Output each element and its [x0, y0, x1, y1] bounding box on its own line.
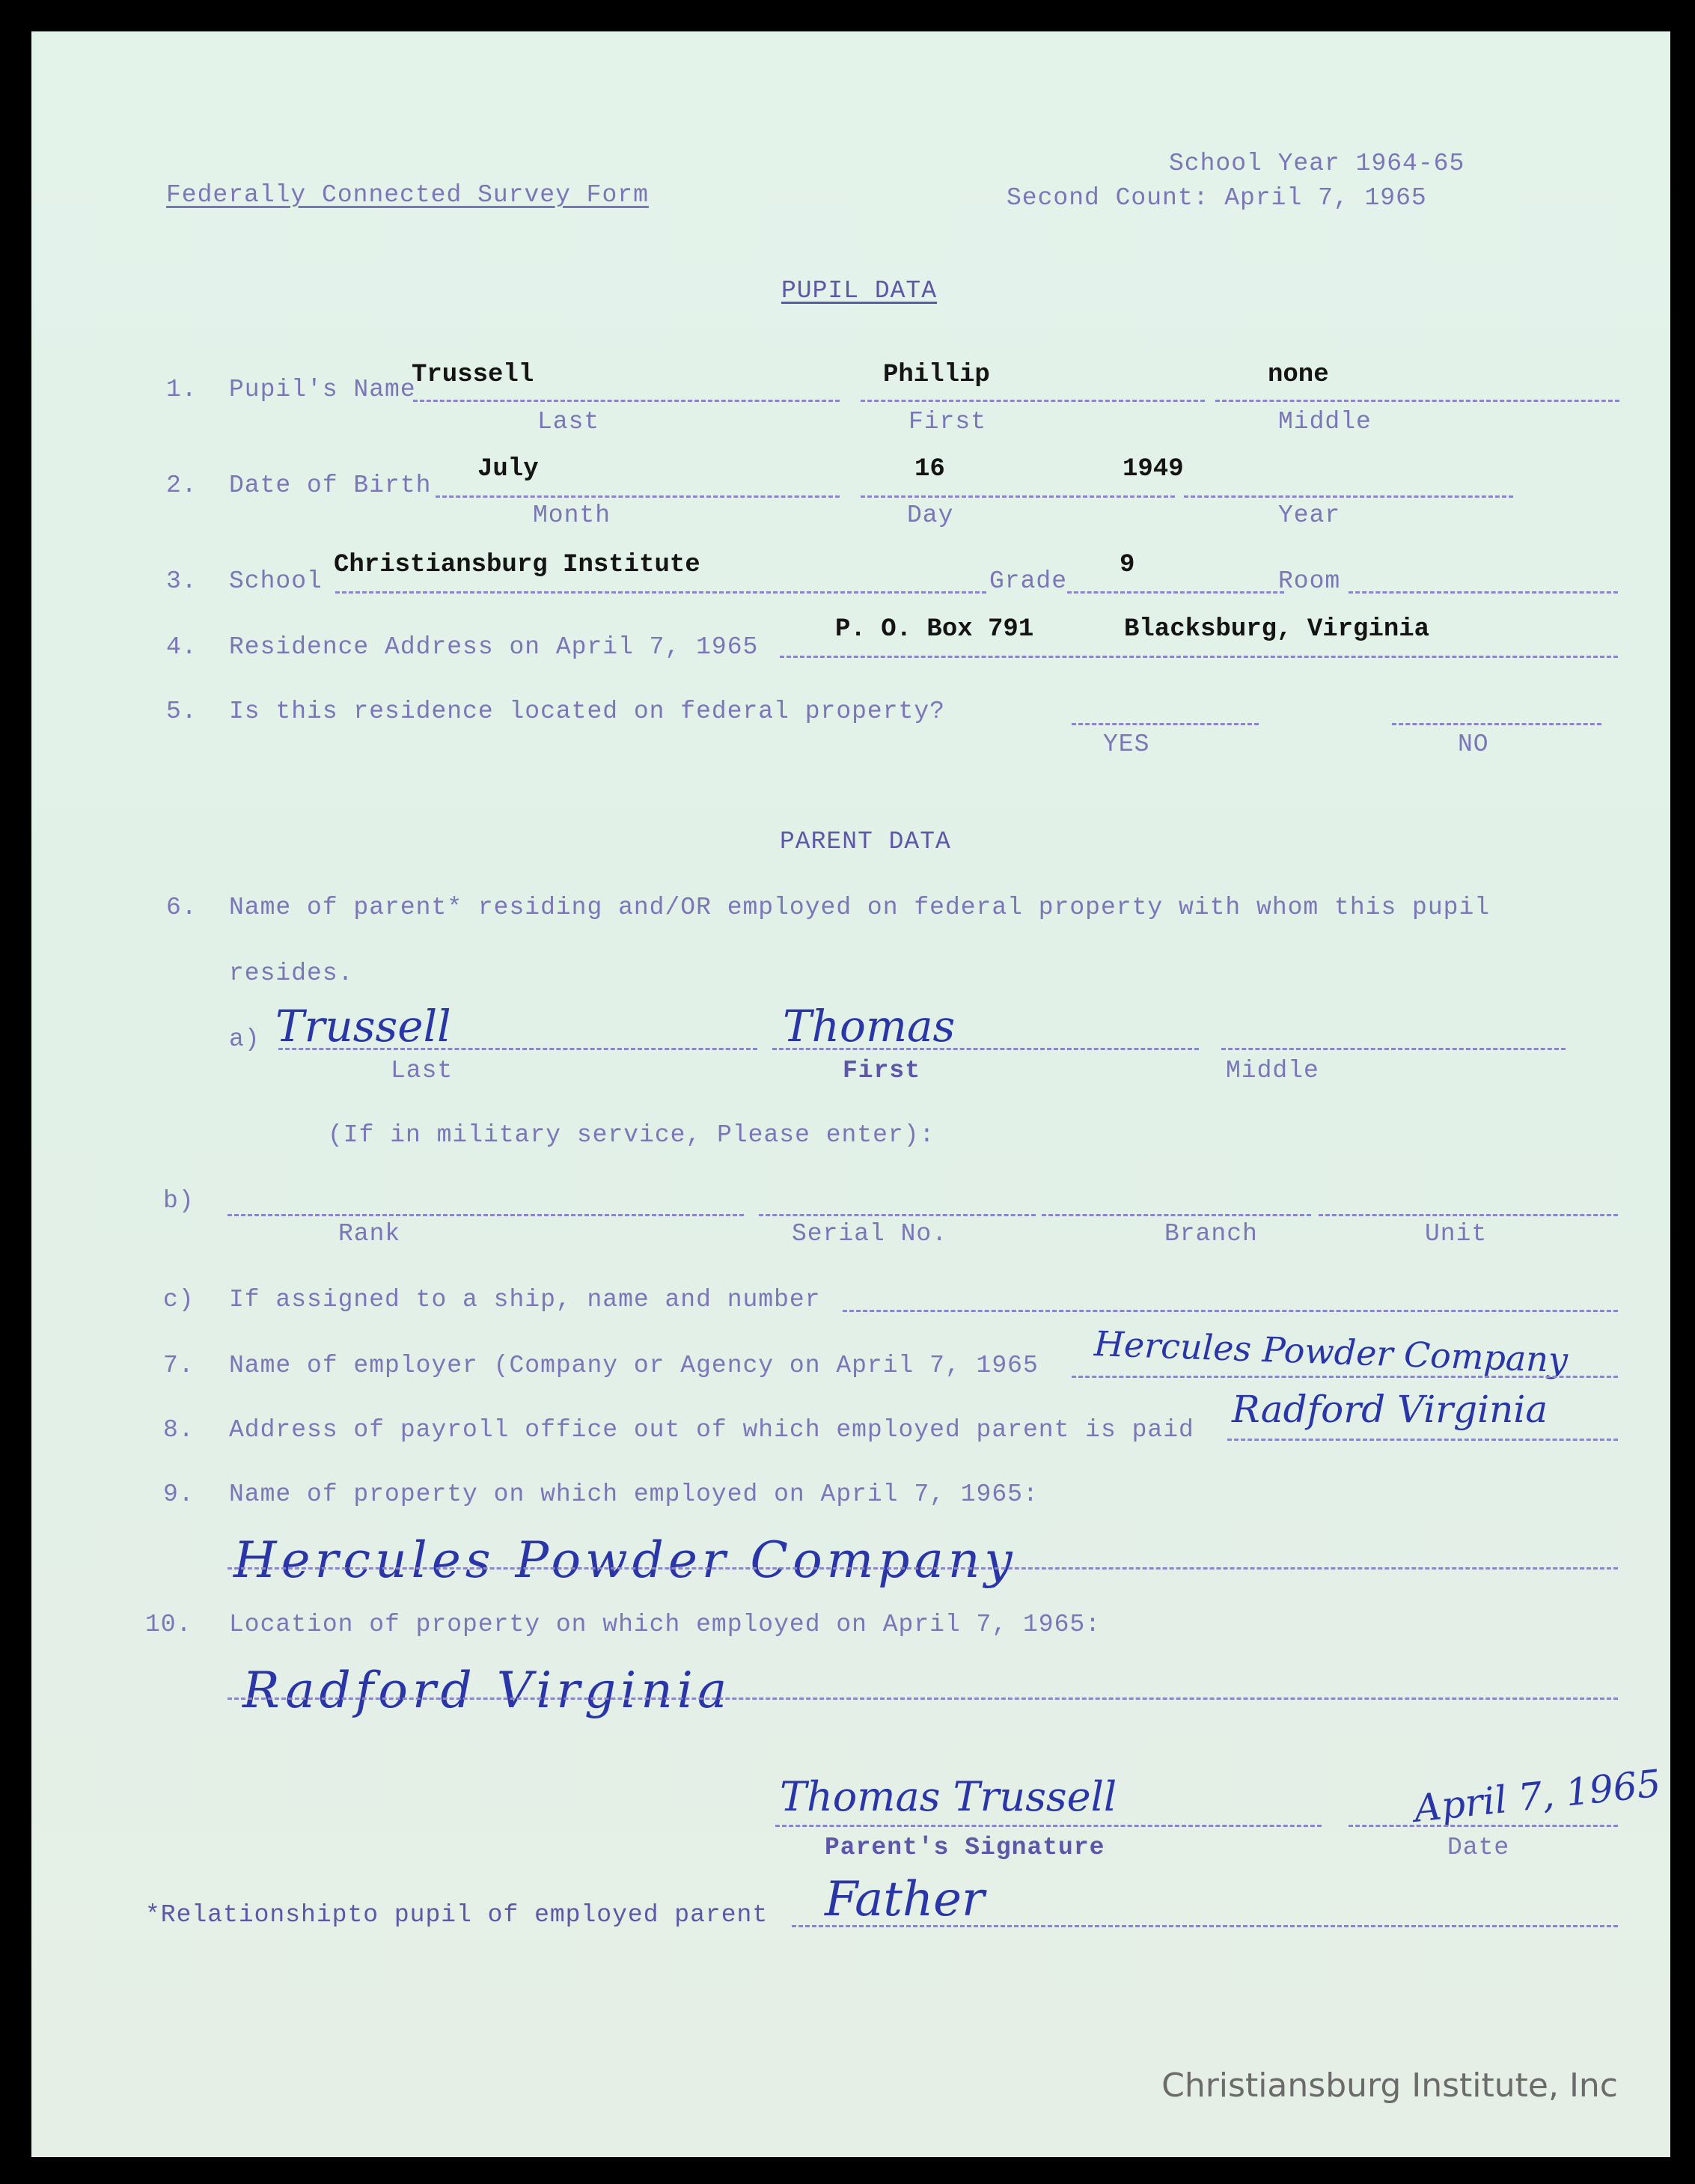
parent-first-name: Thomas	[783, 1001, 956, 1052]
q2-caption-year: Year	[1278, 501, 1341, 529]
second-count: Second Count: April 7, 1965	[1007, 184, 1427, 212]
signature-caption: Parent's Signature	[825, 1834, 1105, 1861]
watermark: Christiansburg Institute, Inc	[1161, 2066, 1618, 2105]
employer-name: Hercules Powder Company	[1093, 1323, 1569, 1381]
military-note: (If in military service, Please enter):	[328, 1121, 935, 1149]
q4-label: Residence Address on April 7, 1965	[229, 633, 759, 661]
q7-number: 7.	[163, 1352, 195, 1379]
q1-number: 1.	[166, 376, 198, 403]
q3-line-grade	[1067, 591, 1284, 594]
q5-no: NO	[1458, 730, 1489, 758]
date-line	[1349, 1825, 1618, 1827]
q5-line-no	[1392, 723, 1601, 725]
q5-label: Is this residence located on federal property?	[229, 698, 945, 725]
pupil-last-name: Trussell	[412, 361, 534, 389]
q1-line-last	[413, 400, 840, 402]
q6a-line-first	[772, 1048, 1199, 1050]
q2-label: Date of Birth	[229, 472, 432, 499]
q6-label-line2: resides.	[229, 960, 354, 987]
school-name: Christiansburg Institute	[334, 551, 700, 579]
pupil-middle-name: none	[1268, 361, 1329, 389]
q6b-line-unit	[1319, 1214, 1618, 1216]
birth-day: 16	[914, 455, 945, 484]
q6b-caption-unit: Unit	[1425, 1220, 1488, 1248]
q1-caption-last: Last	[537, 408, 600, 436]
q6a-caption-first: First	[843, 1057, 921, 1085]
q8-line	[1227, 1439, 1618, 1441]
q6c-line	[843, 1310, 1618, 1312]
relationship-answer: Father	[825, 1872, 985, 1927]
school-year: School Year 1964-65	[1169, 150, 1465, 177]
q5-line-yes	[1072, 723, 1259, 725]
q3-number: 3.	[166, 567, 198, 595]
form-sheet	[31, 31, 1670, 2157]
q4-number: 4.	[166, 633, 198, 661]
q8-number: 8.	[163, 1416, 195, 1444]
grade-label: Grade	[989, 567, 1068, 595]
q2-caption-month: Month	[533, 501, 611, 529]
signature-line	[775, 1825, 1322, 1827]
room-label: Room	[1278, 567, 1341, 595]
q6-a-label: a)	[229, 1025, 260, 1053]
q6a-line-middle	[1221, 1048, 1566, 1050]
q6a-line-last	[278, 1048, 757, 1050]
q1-caption-first: First	[908, 408, 987, 436]
q6-b-label: b)	[163, 1187, 195, 1215]
q3-label: School	[229, 567, 323, 595]
q2-number: 2.	[166, 472, 198, 499]
form-title: Federally Connected Survey Form	[166, 181, 649, 209]
pupil-first-name: Phillip	[883, 361, 990, 389]
q6-c-text: If assigned to a ship, name and number	[229, 1286, 821, 1314]
q6-number: 6.	[166, 894, 198, 921]
q2-line-year	[1184, 495, 1513, 498]
q3-line-school	[335, 591, 986, 594]
q10-label: Location of property on which employed on April 7, 1965:	[229, 1611, 1101, 1638]
q6b-line-branch	[1042, 1214, 1311, 1216]
birth-month: July	[477, 455, 539, 484]
residence-box: P. O. Box 791	[835, 615, 1034, 644]
q1-label: Pupil's Name	[229, 376, 416, 403]
q2-caption-day: Day	[907, 501, 954, 529]
q7-label: Name of employer (Company or Agency on April 7, 1965	[229, 1352, 1039, 1379]
q4-line	[780, 656, 1618, 658]
q6b-caption-serial: Serial No.	[792, 1220, 948, 1248]
relationship-line	[792, 1925, 1618, 1927]
q2-line-day	[861, 495, 1175, 498]
q6b-caption-branch: Branch	[1164, 1220, 1258, 1248]
q9-number: 9.	[163, 1480, 195, 1508]
relationship-label: *Relationshipto pupil of employed parent	[145, 1901, 769, 1929]
q6-label-line1: Name of parent* residing and/OR employed on federal property with whom this pupil	[229, 894, 1491, 921]
q6b-caption-rank: Rank	[338, 1220, 401, 1248]
pupil-data-heading: PUPIL DATA	[781, 277, 938, 305]
payroll-address: Radford Virginia	[1232, 1388, 1548, 1431]
grade-value: 9	[1120, 551, 1135, 579]
q6a-caption-last: Last	[391, 1057, 453, 1085]
birth-year: 1949	[1123, 455, 1184, 484]
q2-line-month	[436, 495, 840, 498]
q6b-line-rank	[227, 1214, 744, 1216]
date-caption: Date	[1447, 1834, 1510, 1861]
parent-data-heading: PARENT DATA	[780, 828, 951, 855]
signature-date: April 7, 1965	[1411, 1761, 1663, 1831]
q6-c-label: c)	[163, 1286, 195, 1314]
q10-line	[227, 1698, 1618, 1700]
q5-number: 5.	[166, 698, 198, 725]
q9-line	[227, 1567, 1618, 1570]
q10-number: 10.	[145, 1611, 192, 1638]
q1-line-first	[861, 400, 1205, 402]
q9-label: Name of property on which employed on April 7, 1965:	[229, 1480, 1039, 1508]
property-name: Hercules Powder Company	[233, 1531, 1017, 1589]
parent-last-name: Trussell	[275, 1001, 451, 1052]
q8-label: Address of payroll office out of which employed parent is paid	[229, 1416, 1194, 1444]
q6b-line-serial	[759, 1214, 1036, 1216]
residence-city: Blacksburg, Virginia	[1124, 615, 1430, 644]
q5-yes: YES	[1103, 730, 1150, 758]
q3-line-room	[1349, 591, 1618, 594]
q1-line-middle	[1215, 400, 1619, 402]
q6a-caption-middle: Middle	[1226, 1057, 1319, 1085]
q1-caption-middle: Middle	[1278, 408, 1372, 436]
property-location: Radford Virginia	[242, 1662, 732, 1719]
parent-signature: Thomas Trussell	[780, 1773, 1117, 1820]
q7-line	[1072, 1376, 1618, 1378]
